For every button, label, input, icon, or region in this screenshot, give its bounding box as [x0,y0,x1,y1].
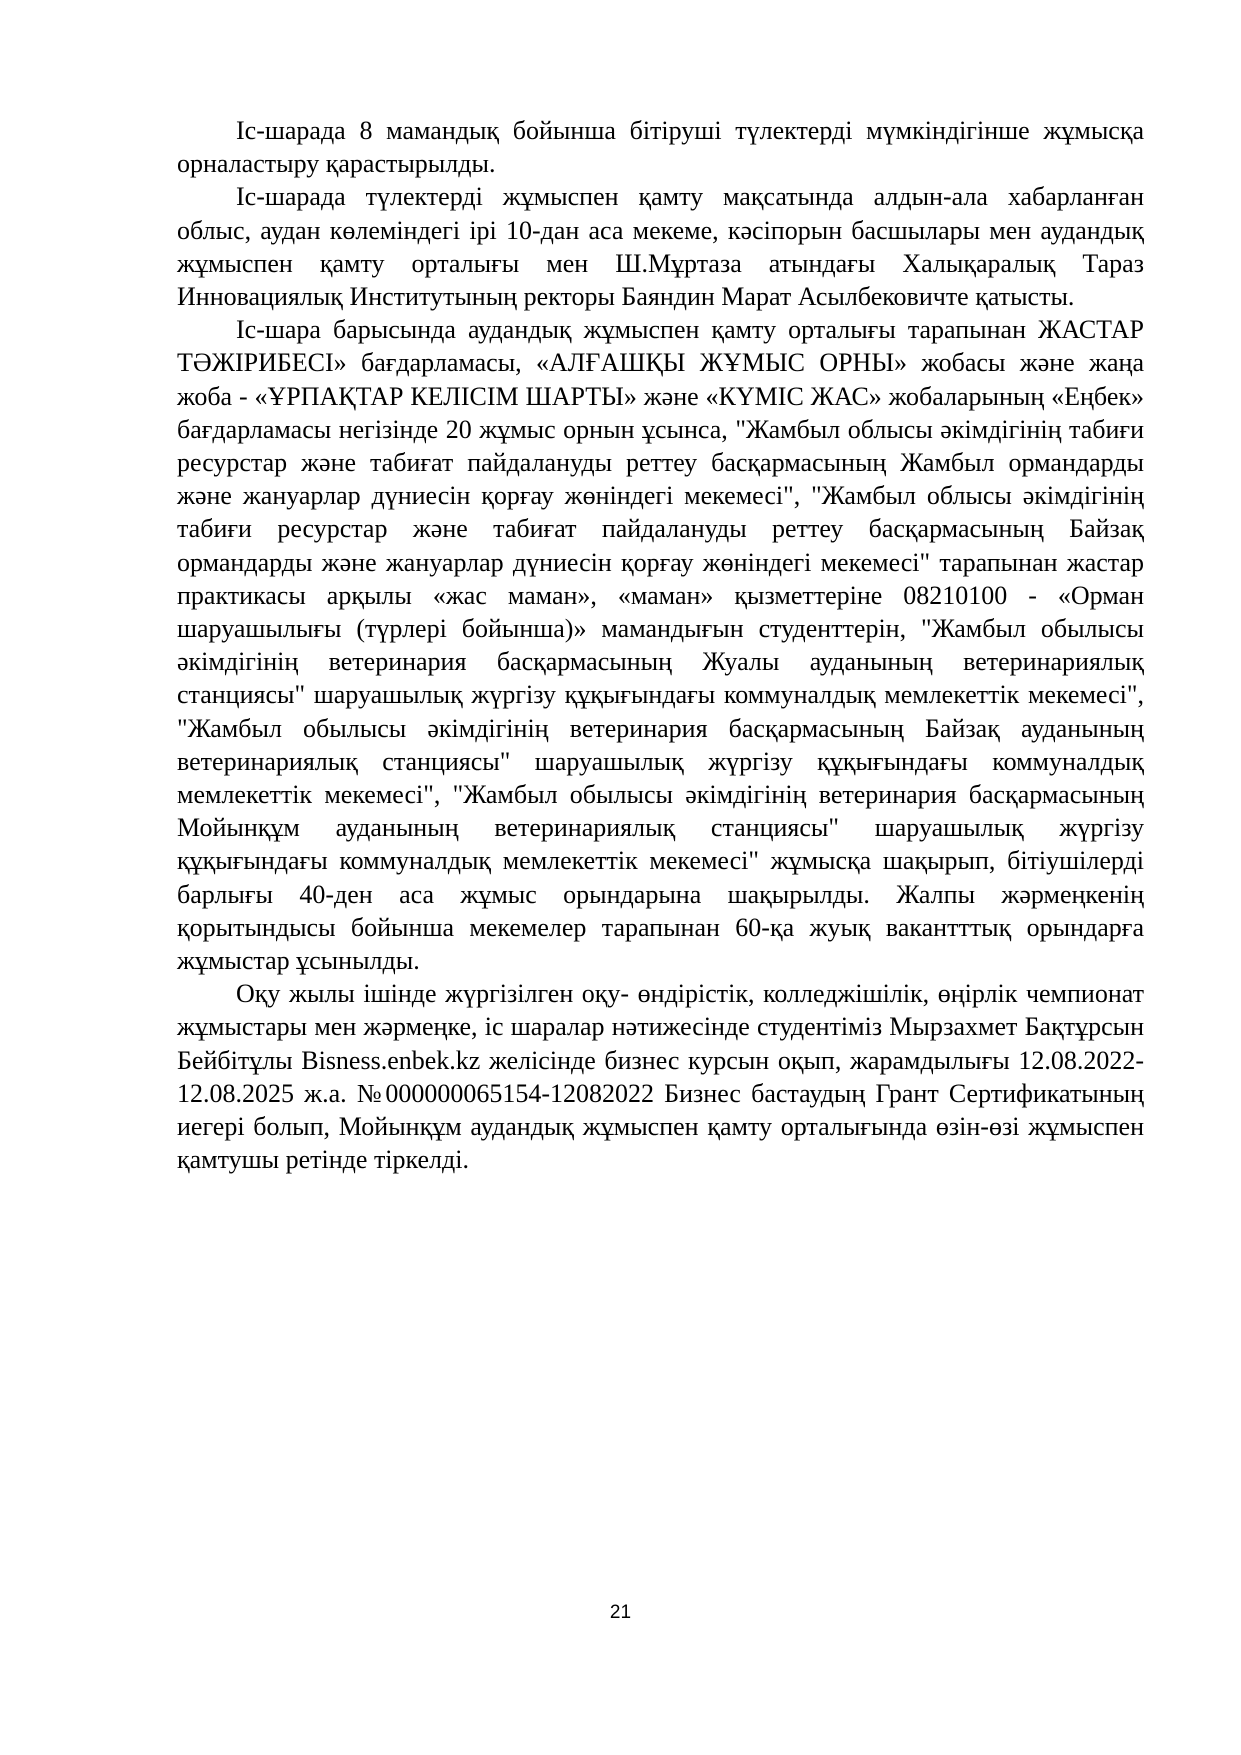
paragraph-2: Іс-шарада түлектерді жұмыспен қамту мақсатында алдын-ала хабарланған облыс, аудан көлеміндегі ірі 10-дан аса мекеме, кәсіпорын басшылары мен аудандық жұмыспен қамту орталығы мен Ш.Мұртаза атындағы Халықаралық Тараз Инновациялық Институтының ректоры Баяндин Марат Асылбековичте қатысты. [177,182,1144,312]
page-number: 21 [609,1602,632,1623]
paragraph-3: Іс-шара барысында аудандық жұмыспен қамту орталығы тарапынан ЖАСТАР ТӘЖІРИБЕСІ» бағдарламасы, «АЛҒАШҚЫ ЖҰМЫС ОРНЫ» жобасы және жаңа жоба - «ҰРПАҚТАР КЕЛІСІМ ШАРТЫ» және «КҮМІС ЖАС» жобаларының «Еңбек» бағдарламасы негізінде 20 жұмыс орнын ұсынса, "Жамбыл облысы әкімдігінің табиғи ресурстар және табиғат пайдалануды реттеу басқармасының Жамбыл ормандарды және жануарлар дүниесін қорғау жөніндегі мекемесі", "Жамбыл облысы әкімдігінің табиғи ресурстар және табиғат пайдалануды реттеу басқармасының Байзақ ормандарды және жануарлар дүниесін қорғау жөніндегі мекемесі" тарапынан жастар практикасы арқылы «жас маман», «маман» қызметтеріне 08210100 - «Орман шаруашылығы (түрлері бойынша)» мамандығын студенттерін, "Жамбыл обылысы әкімдігінің ветеринария басқармасының Жуалы ауданының ветеринариялық станциясы" шаруашылық жүргізу құқығындағы коммуналдық мемлекеттік мекемесі", "Жамбыл обылысы әкімдігінің ветеринария басқармасының Байзақ ауданының ветеринариялық станциясы" шаруашылық жүргізу құқығындағы коммуналдық мемлекеттік мекемесі", "Жамбыл обылысы әкімдігінің ветеринария басқармасының Мойынқұм ауданының ветеринариялық станциясы" шаруашылық жүргізу құқығындағы коммуналдық мемлекеттік мекемесі" жұмысқа шақырып, бітіушілерді барлығы 40-ден аса жұмыс орындарына шақырылды. Жалпы жәрмеңкенің қорытындысы бойынша мекемелер тарапынан 60-қа жуық вакантттық орындарға жұмыстар ұсынылды. [177,315,1144,976]
paragraph-4: Оқу жылы ішінде жүргізілген оқу- өндірістік, колледжішілік, өңірлік чемпионат жұмыстары мен жәрмеңке, іс шаралар нәтижесінде студентіміз Мырзахмет Бақтұрсын Бейбітұлы Bisness.enbek.kz желісінде бизнес курсын оқып, жарамдылығы 12.08.2022-12.08.2025 ж.а. №000000065154-12082022 Бизнес бастаудың Грант Сертификатының иегері болып, Мойынқұм аудандық жұмыспен қамту орталығында өзін-өзі жұмыспен қамтушы ретінде тіркелді. [177,979,1144,1175]
document-body [177,114,1144,1177]
paragraph-1: Іс-шарада 8 мамандық бойынша бітіруші түлектерді мүмкіндігінше жұмысқа орналастыру қарастырылды. [177,116,1144,179]
